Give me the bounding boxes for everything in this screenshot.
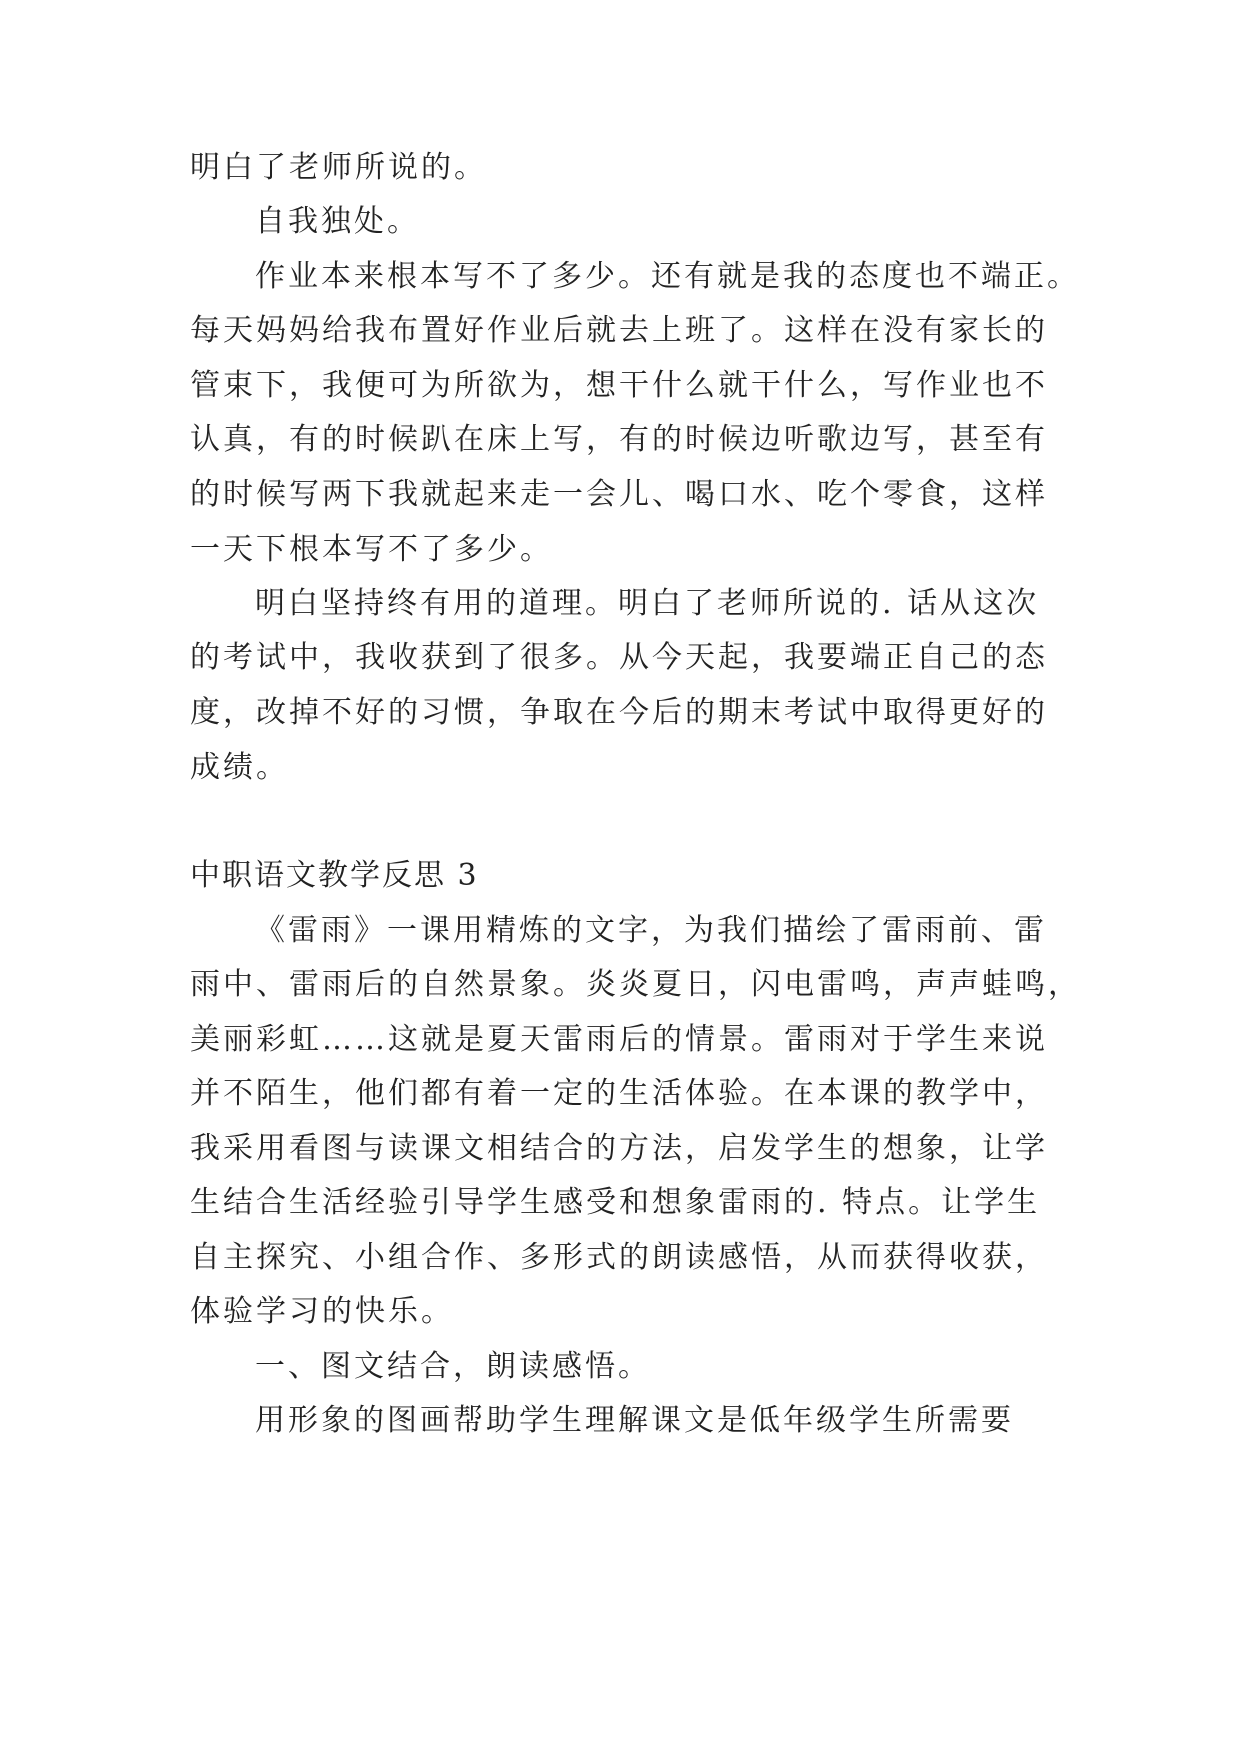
text-line: 自我独处。	[255, 204, 420, 239]
text-line: 的时候写两下我就起来走一会儿、喝口水、吃个零食，这样	[190, 477, 1048, 512]
text-line: 用形象的图画帮助学生理解课文是低年级学生所需要	[255, 1403, 1014, 1438]
text-line: 作业本来根本写不了多少。还有就是我的态度也不端正。	[255, 259, 1080, 294]
text-line: 生结合生活经验引导学生感受和想象雷雨的. 特点。让学生	[190, 1185, 1041, 1220]
text-line: 认真，有的时候趴在床上写，有的时候边听歌边写，甚至有	[190, 422, 1048, 457]
text-line: 雨中、雷雨后的自然景象。炎炎夏日，闪电雷鸣，声声蛙鸣，	[190, 967, 1081, 1002]
text-line: 的考试中，我收获到了很多。从今天起，我要端正自己的态	[190, 640, 1048, 675]
text-line: 明白坚持终有用的道理。明白了老师所说的. 话从这次	[255, 586, 1040, 621]
text-line: 美丽彩虹……这就是夏天雷雨后的情景。雷雨对于学生来说	[190, 1022, 1048, 1057]
text-line: 明白了老师所说的。	[190, 150, 487, 185]
text-line: 体验学习的快乐。	[190, 1294, 454, 1329]
text-line: 我采用看图与读课文相结合的方法，启发学生的想象，让学	[190, 1131, 1048, 1166]
text-line: 自主探究、小组合作、多形式的朗读感悟，从而获得收获，	[190, 1240, 1048, 1275]
text-line: 成绩。	[190, 750, 289, 785]
section-heading: 中职语文教学反思 3	[190, 858, 479, 893]
text-line: 度，改掉不好的习惯，争取在今后的期末考试中取得更好的	[190, 695, 1048, 730]
text-line: 每天妈妈给我布置好作业后就去上班了。这样在没有家长的	[190, 313, 1048, 348]
text-line: 管束下，我便可为所欲为，想干什么就干什么，写作业也不	[190, 368, 1048, 403]
text-line: 一天下根本写不了多少。	[190, 532, 553, 567]
text-line: 并不陌生，他们都有着一定的生活体验。在本课的教学中，	[190, 1076, 1048, 1111]
text-line: 一、图文结合，朗读感悟。	[255, 1349, 651, 1384]
text-line: 《雷雨》一课用精炼的文字，为我们描绘了雷雨前、雷	[255, 913, 1047, 948]
